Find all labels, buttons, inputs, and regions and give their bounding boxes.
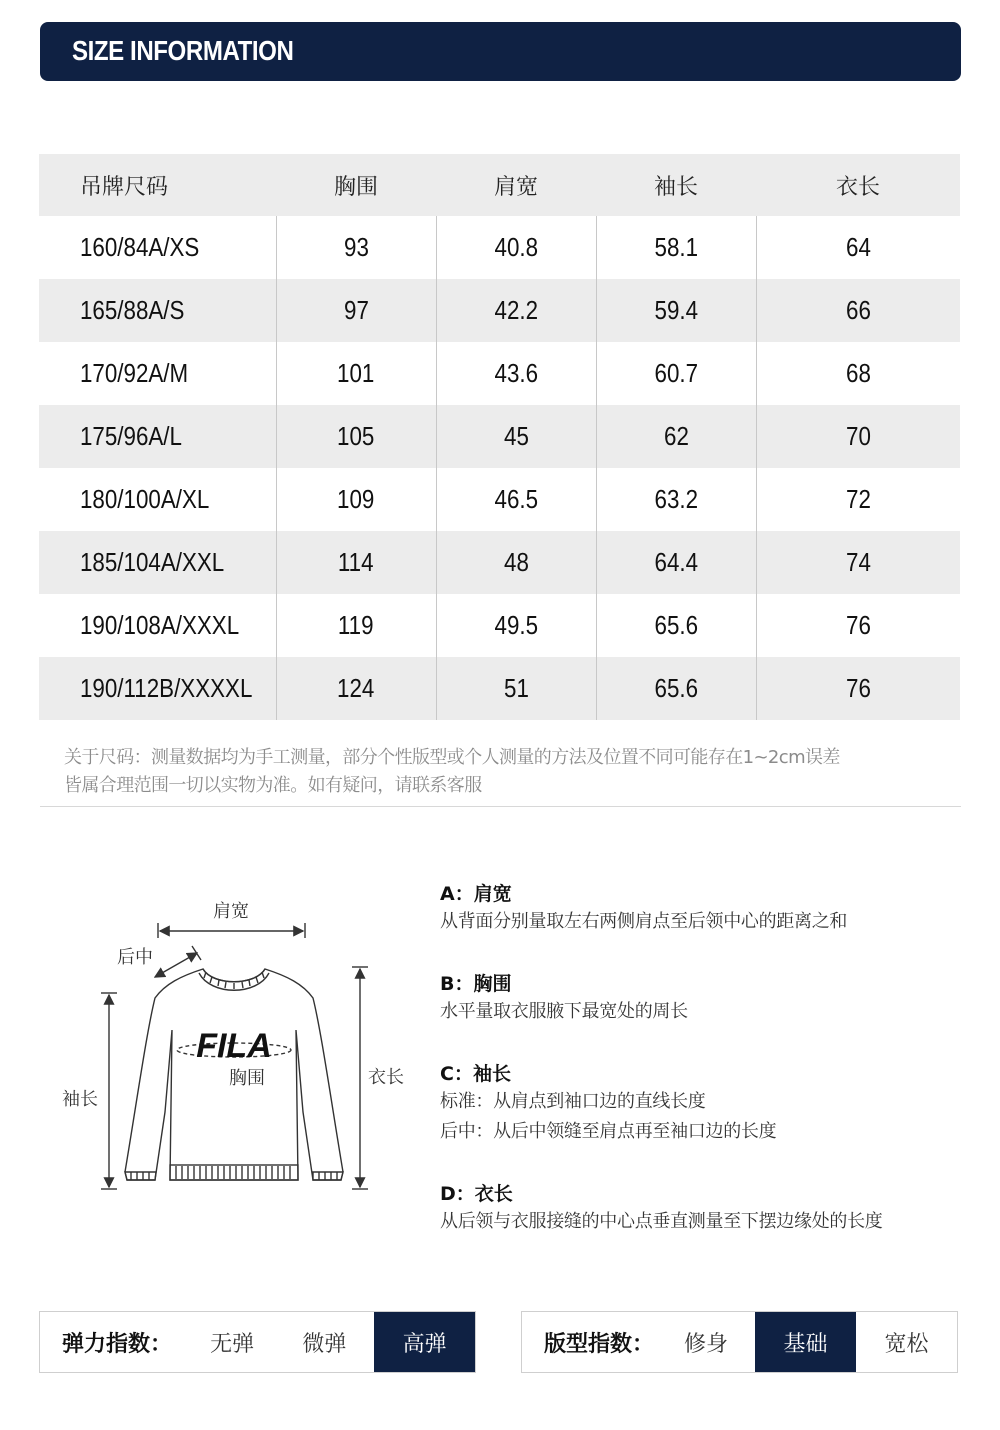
cell-size: 185/104A/XXL <box>39 531 276 594</box>
desc-sleeve <box>440 1061 980 1147</box>
cell-sleeve: 58.1 <box>596 216 756 279</box>
desc-shoulder <box>440 881 980 937</box>
divider <box>40 806 961 807</box>
table-row <box>39 531 960 594</box>
sleeve-label: 袖长 <box>62 1089 98 1110</box>
fit-option-loose: 宽松 <box>884 1331 929 1357</box>
fit-option-slim: 修身 <box>683 1331 728 1357</box>
table-row <box>39 594 960 657</box>
desc-text: 水平量取衣服腋下最宽处的周长 <box>440 1001 688 1022</box>
fila-logo: FILA <box>196 1027 272 1065</box>
header-length: 衣长 <box>756 154 960 216</box>
desc-title: B：胸围 <box>440 973 512 995</box>
desc-text: 后中：从后中领缝至肩点再至袖口边的长度 <box>440 1121 777 1142</box>
table-row <box>39 405 960 468</box>
length-label: 衣长 <box>368 1067 404 1088</box>
cell-sleeve: 59.4 <box>596 279 756 342</box>
sweater-illustration <box>55 880 425 1210</box>
desc-title: C：袖长 <box>440 1063 511 1085</box>
size-note <box>64 744 964 800</box>
cell-shoulder: 46.5 <box>436 468 596 531</box>
page-title: SIZE INFORMATION <box>72 35 294 66</box>
elasticity-option-slight: 微弹 <box>302 1331 347 1357</box>
table-row <box>39 468 960 531</box>
back-center-label: 后中 <box>117 947 153 968</box>
cell-length: 68 <box>756 342 960 405</box>
cell-length: 76 <box>756 594 960 657</box>
table-row <box>39 216 960 279</box>
cell-size: 180/100A/XL <box>80 484 210 514</box>
desc-title: A：肩宽 <box>440 883 512 905</box>
table-header-row <box>39 154 960 216</box>
cell-sleeve: 60.7 <box>596 342 756 405</box>
table-row <box>39 342 960 405</box>
cell-chest: 93 <box>276 216 436 279</box>
cell-size: 175/96A/L <box>39 405 276 468</box>
cell-size: 165/88A/S <box>39 279 276 342</box>
cell-chest: 114 <box>276 531 436 594</box>
cell-chest: 101 <box>276 342 436 405</box>
cell-sleeve: 63.2 <box>596 468 756 531</box>
cell-chest: 124 <box>276 657 436 720</box>
shoulder-label: 肩宽 <box>213 901 249 922</box>
fit-index <box>521 1311 958 1373</box>
cell-sleeve: 65.6 <box>596 657 756 720</box>
desc-text: 标准：从肩点到袖口边的直线长度 <box>440 1091 706 1112</box>
cell-size: 190/108A/XXXL <box>80 610 240 640</box>
desc-text: 从背面分别量取左右两侧肩点至后领中心的距离之和 <box>440 911 848 932</box>
cell-shoulder: 48 <box>436 531 596 594</box>
header-size: 吊牌尺码 <box>39 154 276 216</box>
cell-shoulder: 51 <box>436 657 596 720</box>
desc-text: 从后领与衣服接缝的中心点垂直测量至下摆边缘处的长度 <box>440 1211 883 1232</box>
cell-chest: 97 <box>276 279 436 342</box>
header-chest: 胸围 <box>276 154 436 216</box>
cell-shoulder: 49.5 <box>436 594 596 657</box>
elasticity-label: 弹力指数： <box>62 1331 173 1357</box>
note-line: 关于尺码：测量数据均为手工测量，部分个性版型或个人测量的方法及位置不同可能存在1~2cm误差 <box>64 747 840 768</box>
cell-sleeve: 65.6 <box>596 594 756 657</box>
elasticity-option-high-selected: 高弹 <box>374 1312 475 1372</box>
cell-chest: 105 <box>276 405 436 468</box>
header-sleeve: 袖长 <box>596 154 756 216</box>
sweater-measurement-diagram <box>55 880 425 1210</box>
desc-chest <box>440 971 980 1027</box>
cell-size: 190/112B/XXXXL <box>39 657 276 720</box>
cell-length: 76 <box>756 657 960 720</box>
desc-length <box>440 1181 980 1237</box>
cell-length: 64 <box>756 216 960 279</box>
table-row <box>39 657 960 720</box>
cell-sleeve: 64.4 <box>596 531 756 594</box>
cell-chest: 109 <box>276 468 436 531</box>
cell-shoulder: 43.6 <box>436 342 596 405</box>
note-line: 皆属合理范围一切以实物为准。如有疑问，请联系客服 <box>64 775 482 796</box>
header-shoulder: 肩宽 <box>436 154 596 216</box>
cell-shoulder: 40.8 <box>436 216 596 279</box>
cell-length: 70 <box>756 405 960 468</box>
cell-shoulder: 42.2 <box>436 279 596 342</box>
cell-shoulder: 45 <box>436 405 596 468</box>
fit-option-regular-selected: 基础 <box>755 1312 856 1372</box>
cell-size: 160/84A/XS <box>80 232 200 262</box>
cell-sleeve: 62 <box>596 405 756 468</box>
cell-size: 170/92A/M <box>80 358 189 388</box>
elasticity-option-none: 无弹 <box>210 1331 255 1357</box>
elasticity-index <box>39 1311 476 1373</box>
table-row <box>39 279 960 342</box>
fit-label: 版型指数： <box>544 1331 655 1357</box>
cell-length: 74 <box>756 531 960 594</box>
cell-length: 66 <box>756 279 960 342</box>
chest-label: 胸围 <box>229 1068 265 1089</box>
desc-title: D：衣长 <box>440 1183 513 1205</box>
size-table <box>39 154 960 720</box>
header-bar <box>40 22 961 81</box>
cell-chest: 119 <box>276 594 436 657</box>
cell-length: 72 <box>756 468 960 531</box>
